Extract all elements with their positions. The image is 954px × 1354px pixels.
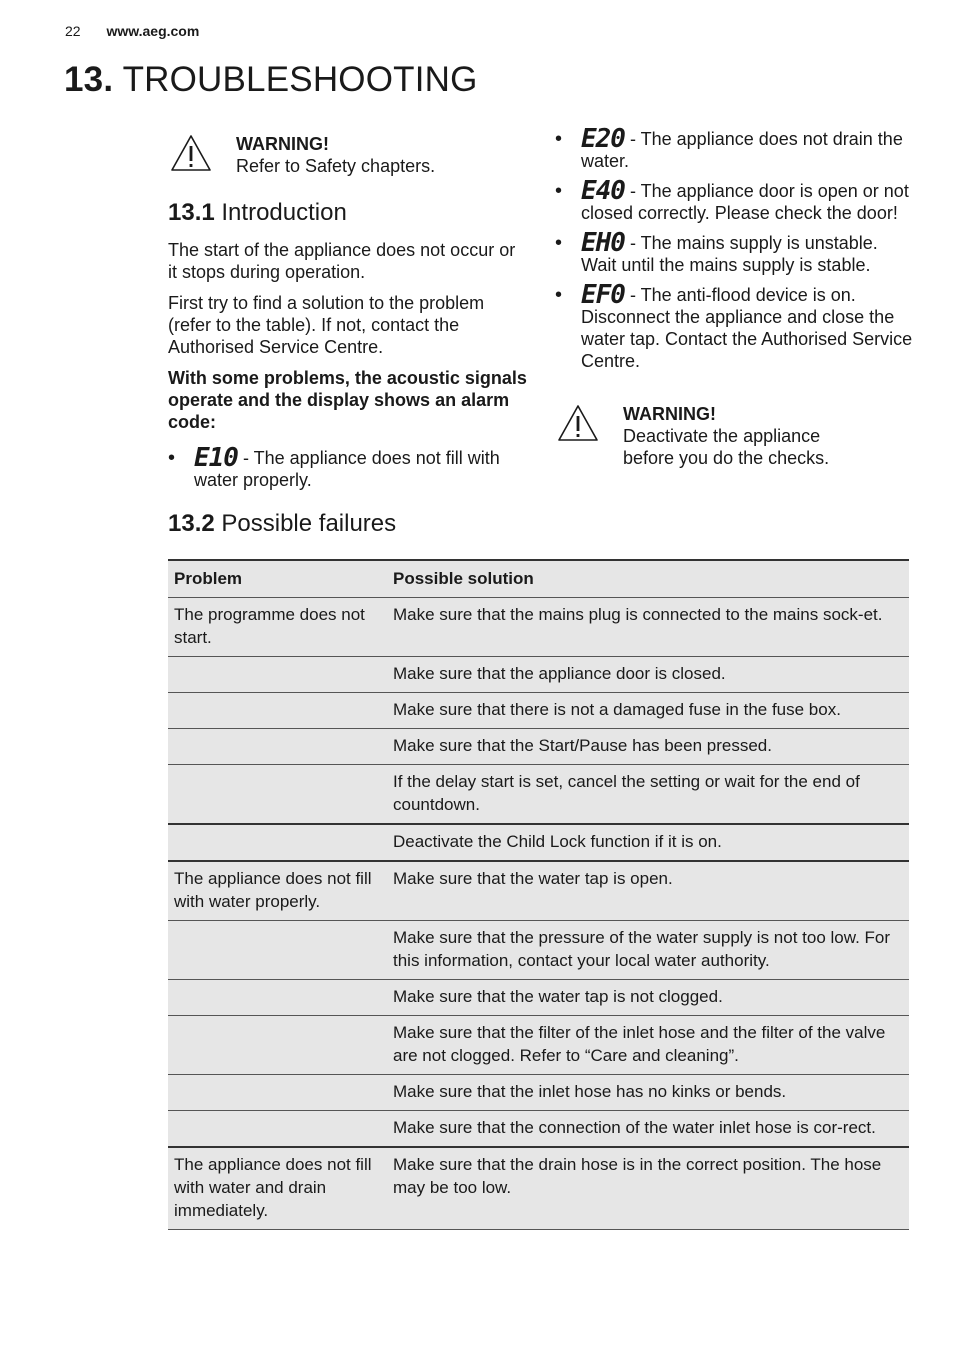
- website-url[interactable]: www.aeg.com: [106, 23, 200, 39]
- column-header-problem: Problem: [168, 560, 387, 598]
- alarm-code-description: - The mains supply is unstable. Wait until the mains supply is stable.: [581, 233, 878, 275]
- table-row: [168, 980, 909, 1016]
- chapter-title: [64, 60, 478, 100]
- alarm-code-item: • E20 - The appliance does not drain the water.: [555, 124, 903, 171]
- warning-triangle-icon: [170, 133, 212, 173]
- table-row: [168, 921, 909, 980]
- table-row: [168, 861, 909, 921]
- problem-cell: [168, 1075, 387, 1111]
- warning-title: WARNING!: [236, 134, 329, 154]
- solution-cell: Make sure that there is not a damaged fuse in the fuse box.: [387, 693, 909, 729]
- alarm-code: E10: [194, 443, 238, 473]
- problem-cell: [168, 921, 387, 980]
- table-row: [168, 729, 909, 765]
- solution-cell: Make sure that the connection of the water inlet hose is cor-rect.: [387, 1111, 909, 1148]
- solution-cell: Make sure that the inlet hose has no kinks or bends.: [387, 1075, 909, 1111]
- possible-failures-table: [168, 559, 909, 1230]
- table-row: [168, 693, 909, 729]
- section-heading-possible-failures: [168, 510, 396, 538]
- chapter-title-text: TROUBLESHOOTING: [122, 60, 478, 99]
- intro-paragraph-3: With some problems, the acoustic signals operate and the display shows an alarm code:: [168, 368, 527, 432]
- alarm-code-description: - The anti-flood device is on. Disconnect the appliance and close the water tap. Contact the Authorised Service Centre.: [581, 285, 913, 371]
- column-header-solution: Possible solution: [387, 560, 909, 598]
- warning-text: Refer to Safety chapters.: [236, 156, 436, 176]
- section-title: Possible failures: [221, 510, 397, 537]
- alarm-code-description: - The appliance door is open or not closed correctly. Please check the door!: [581, 181, 909, 223]
- problem-cell: [168, 824, 387, 861]
- alarm-code-list-right: [555, 124, 915, 380]
- solution-cell: Make sure that the drain hose is in the correct position. The hose may be too low.: [387, 1147, 909, 1230]
- page-header: [65, 23, 199, 39]
- problem-cell: The programme does not start.: [168, 598, 387, 657]
- section-number: 13.1: [168, 199, 215, 226]
- intro-paragraph-1: The start of the appliance does not occur or it stops during operation.: [168, 240, 516, 282]
- page-number: 22: [65, 23, 81, 39]
- solution-cell: If the delay start is set, cancel the setting or wait for the end of countdown.: [387, 765, 909, 825]
- alarm-code-item: • EH0 - The mains supply is unstable. Wait until the mains supply is stable.: [555, 228, 878, 275]
- section-title: Introduction: [221, 199, 347, 226]
- solution-cell: Make sure that the water tap is open.: [387, 861, 909, 921]
- warning-safety: [170, 133, 435, 177]
- alarm-code: EH0: [581, 228, 625, 258]
- table-header-row: [168, 560, 909, 598]
- solution-cell: Make sure that the water tap is not clogged.: [387, 980, 909, 1016]
- intro-paragraph-2: First try to find a solution to the problem (refer to the table). If not, contact the Authorised Service Centre.: [168, 293, 485, 357]
- table-row: [168, 657, 909, 693]
- chapter-number: 13.: [64, 60, 114, 99]
- problem-cell: [168, 980, 387, 1016]
- table-row: [168, 824, 909, 861]
- solution-cell: Make sure that the Start/Pause has been pressed.: [387, 729, 909, 765]
- table-row: [168, 598, 909, 657]
- table-row: [168, 765, 909, 825]
- alarm-code-item: • E40 - The appliance door is open or not closed correctly. Please check the door!: [555, 176, 909, 223]
- alarm-code-description: - The appliance does not drain the water.: [581, 129, 903, 171]
- alarm-code-description: - The appliance does not fill with water properly.: [194, 448, 500, 490]
- warning-deactivate: [557, 403, 857, 469]
- solution-cell: Make sure that the filter of the inlet hose and the filter of the valve are not clogged. Refer to “Care and cleaning”.: [387, 1016, 909, 1075]
- alarm-code-list-left: [168, 443, 528, 499]
- solution-cell: Make sure that the mains plug is connected to the mains sock-et.: [387, 598, 909, 657]
- problem-cell: The appliance does not fill with water and drain immediately.: [168, 1147, 387, 1230]
- problem-cell: [168, 657, 387, 693]
- alarm-code-item: • E10 - The appliance does not fill with water properly.: [168, 443, 500, 490]
- table-row: [168, 1075, 909, 1111]
- solution-cell: Make sure that the pressure of the water supply is not too low. For this information, contact your local water authority.: [387, 921, 909, 980]
- problem-cell: [168, 693, 387, 729]
- section-number: 13.2: [168, 510, 215, 537]
- problem-cell: [168, 1111, 387, 1148]
- alarm-code: EF0: [581, 280, 625, 310]
- alarm-code: E40: [581, 176, 625, 206]
- solution-cell: Make sure that the appliance door is closed.: [387, 657, 909, 693]
- section-heading-introduction: [168, 199, 347, 227]
- table-row: [168, 1147, 909, 1230]
- problem-cell: [168, 729, 387, 765]
- problem-cell: [168, 765, 387, 825]
- warning-text: Deactivate the appliance before you do the checks.: [623, 426, 830, 468]
- problem-cell: The appliance does not fill with water properly.: [168, 861, 387, 921]
- table-row: [168, 1016, 909, 1075]
- warning-triangle-icon: [557, 403, 599, 443]
- warning-title: WARNING!: [623, 404, 716, 424]
- solution-cell: Deactivate the Child Lock function if it is on.: [387, 824, 909, 861]
- table-row: [168, 1111, 909, 1148]
- alarm-code-item: • EF0 - The anti-flood device is on. Disconnect the appliance and close the water tap. Contact the Authorised Service Centre.: [555, 280, 913, 371]
- alarm-code: E20: [581, 124, 625, 154]
- problem-cell: [168, 1016, 387, 1075]
